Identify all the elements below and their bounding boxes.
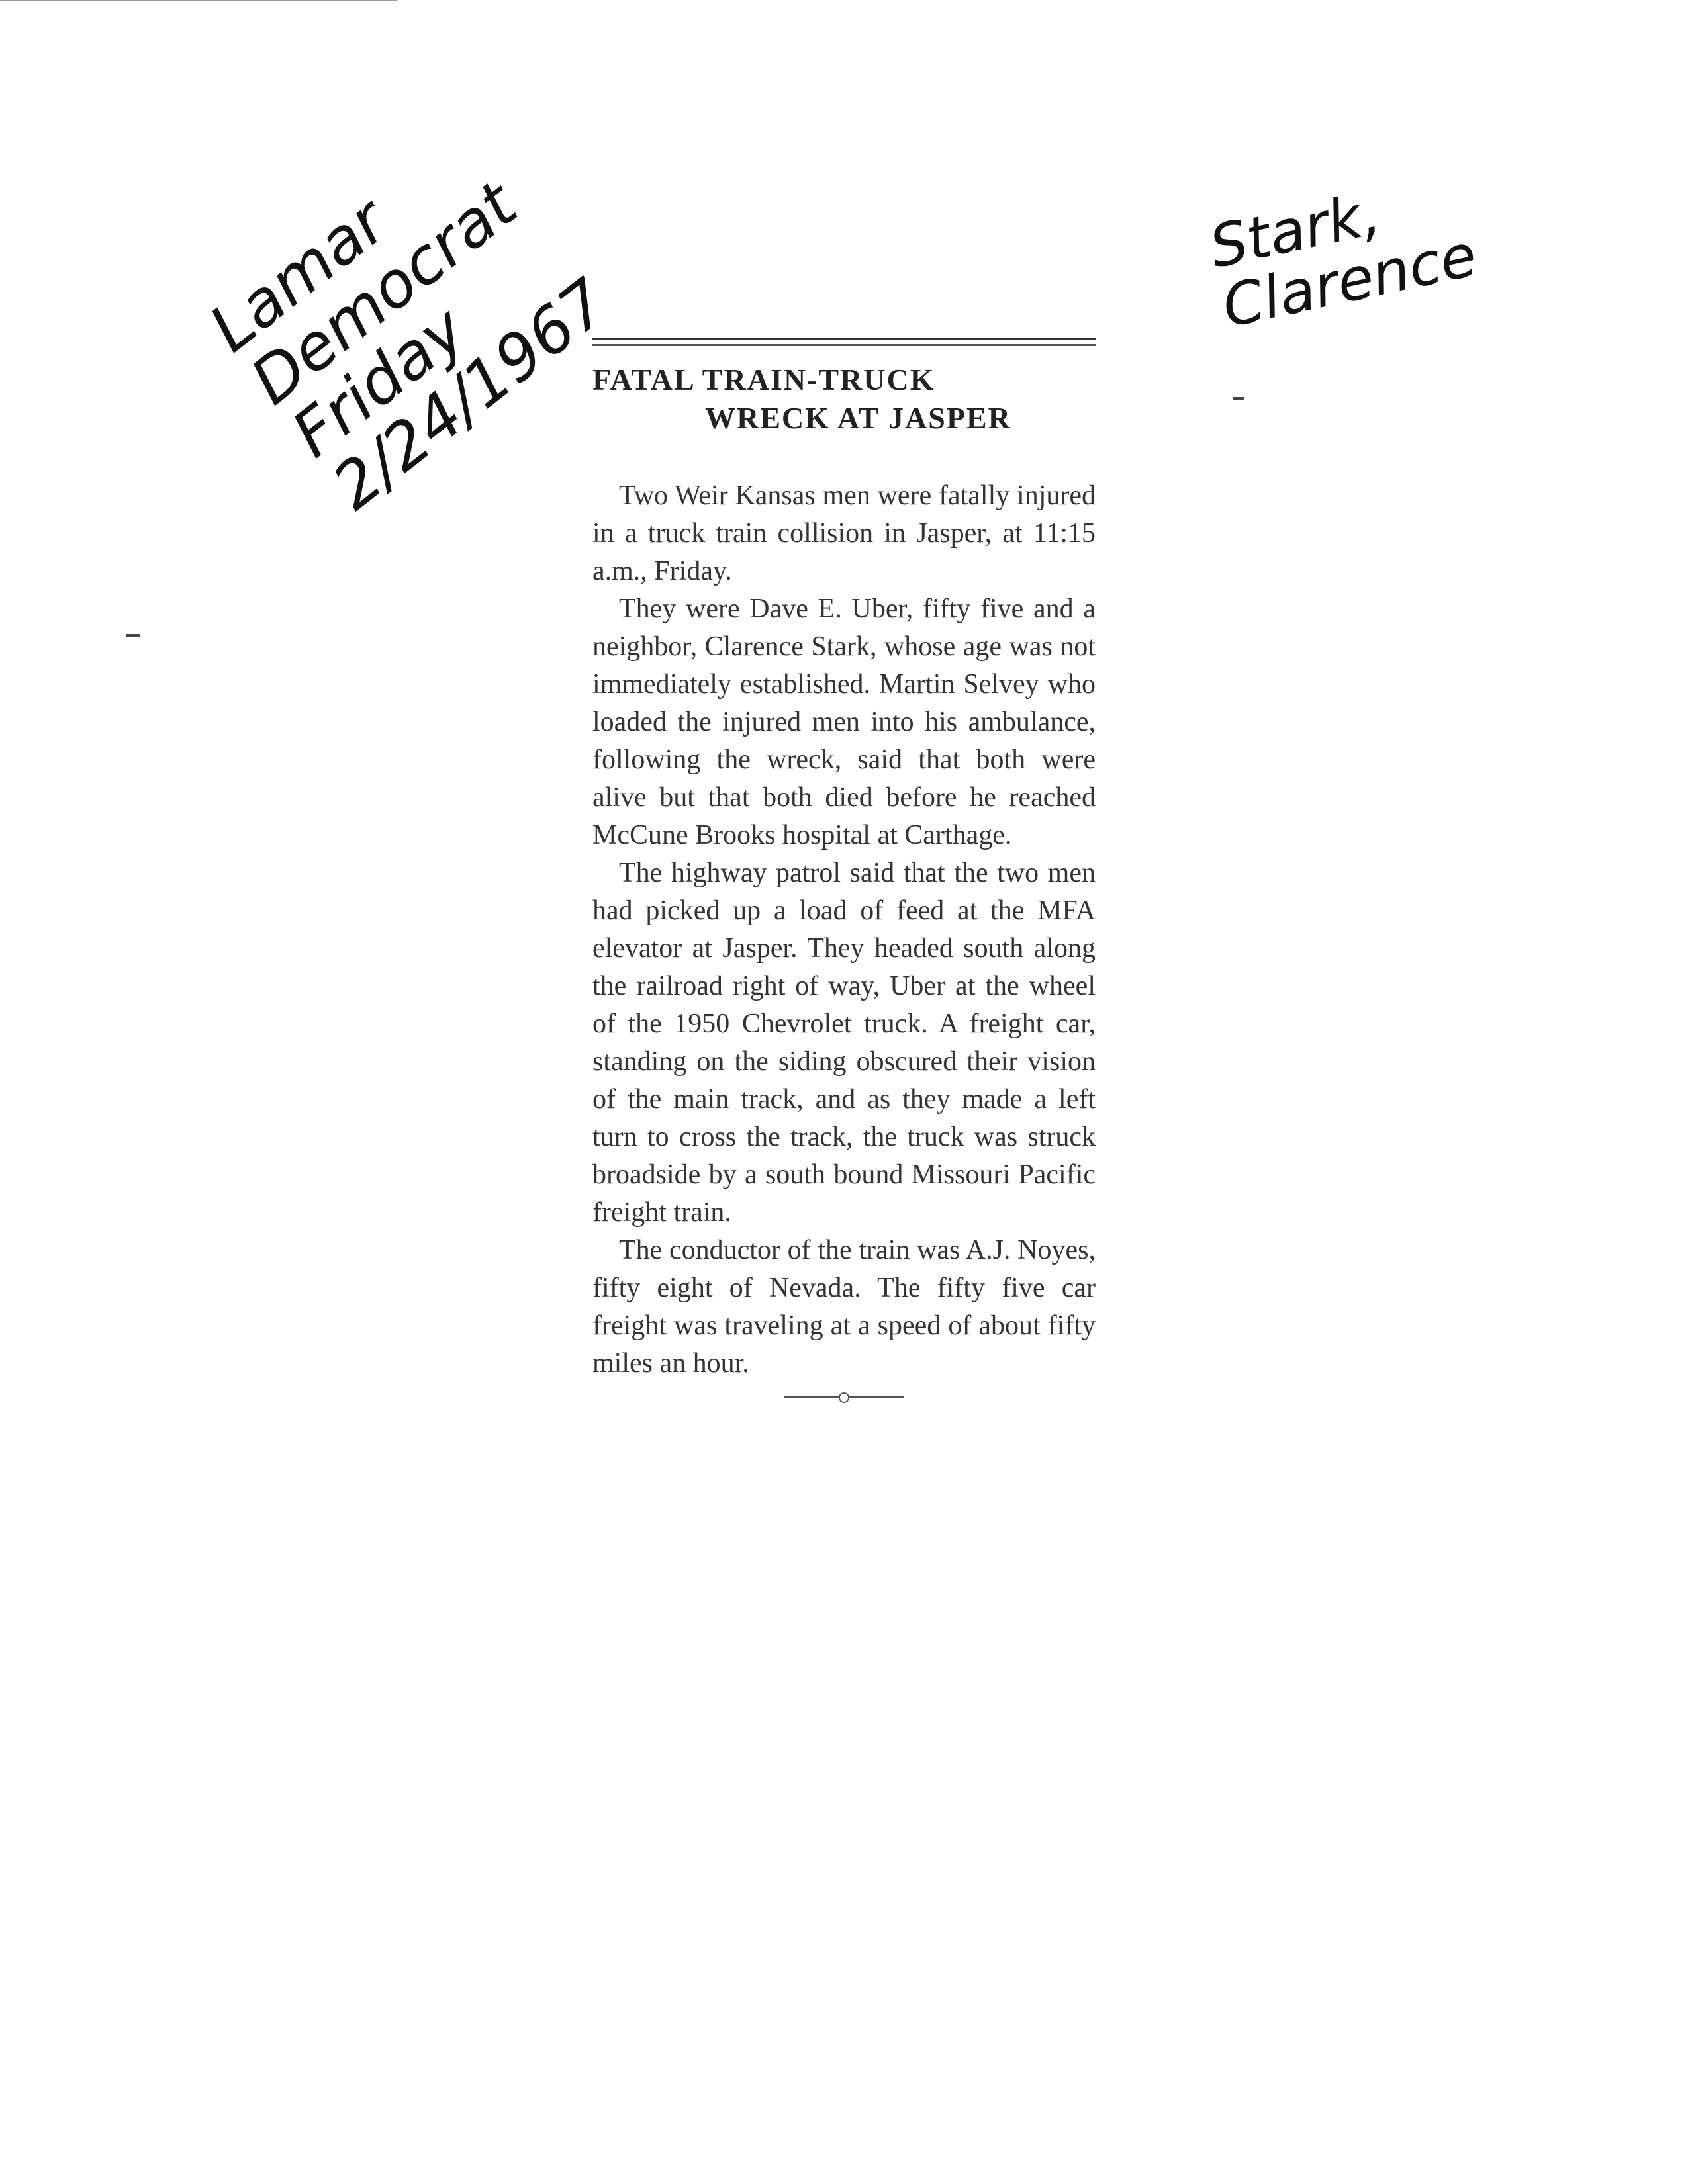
newspaper-clipping bbox=[592, 338, 1096, 1398]
article-paragraph: The conductor of the train was A.J. Noyes, fifty eight of Nevada. The fifty five car freight was traveling at a speed of about fifty miles an hour. bbox=[592, 1235, 1096, 1379]
headline-line-1: FATAL TRAIN-TRUCK bbox=[592, 363, 935, 396]
scan-speck bbox=[126, 634, 140, 637]
article-headline bbox=[592, 361, 1096, 437]
scan-speck bbox=[1233, 397, 1244, 400]
article-paragraph: They were Dave E. Uber, fifty five and a neighbor, Clarence Stark, whose age was not immediately established. Martin Selvey who loaded the injured men into his ambulance, following the wreck, said that both were alive but that both died before he reached McCune Brooks hospital at Carthage. bbox=[592, 594, 1096, 850]
article-paragraph: The highway patrol said that the two men had picked up a load of feed at the MFA elevator at Jasper. They headed south along the railroad right of way, Uber at the wheel of the 1950 Chevrolet truck. A freight car, standing on the siding obscured their vision of the main track, and as they made a left turn to cross the track, the truck was struck broadside by a south bound Missouri Pacific freight train. bbox=[592, 858, 1096, 1228]
clipping-bottom-rule bbox=[784, 1396, 904, 1398]
handwritten-name-note: Stark, Clarence bbox=[1203, 179, 1483, 341]
handwritten-source-note: Lamar Democrat Friday 2/24/1967 bbox=[196, 167, 622, 524]
headline-line-2: WRECK AT JASPER bbox=[705, 401, 1011, 435]
article-paragraph: Two Weir Kansas men were fatally injured in a truck train collision in Jasper, at 11:15 a.m., Friday. bbox=[592, 480, 1096, 586]
clipping-top-rule bbox=[592, 338, 1096, 346]
scan-edge-line bbox=[0, 0, 397, 5]
article-body bbox=[592, 477, 1096, 1383]
